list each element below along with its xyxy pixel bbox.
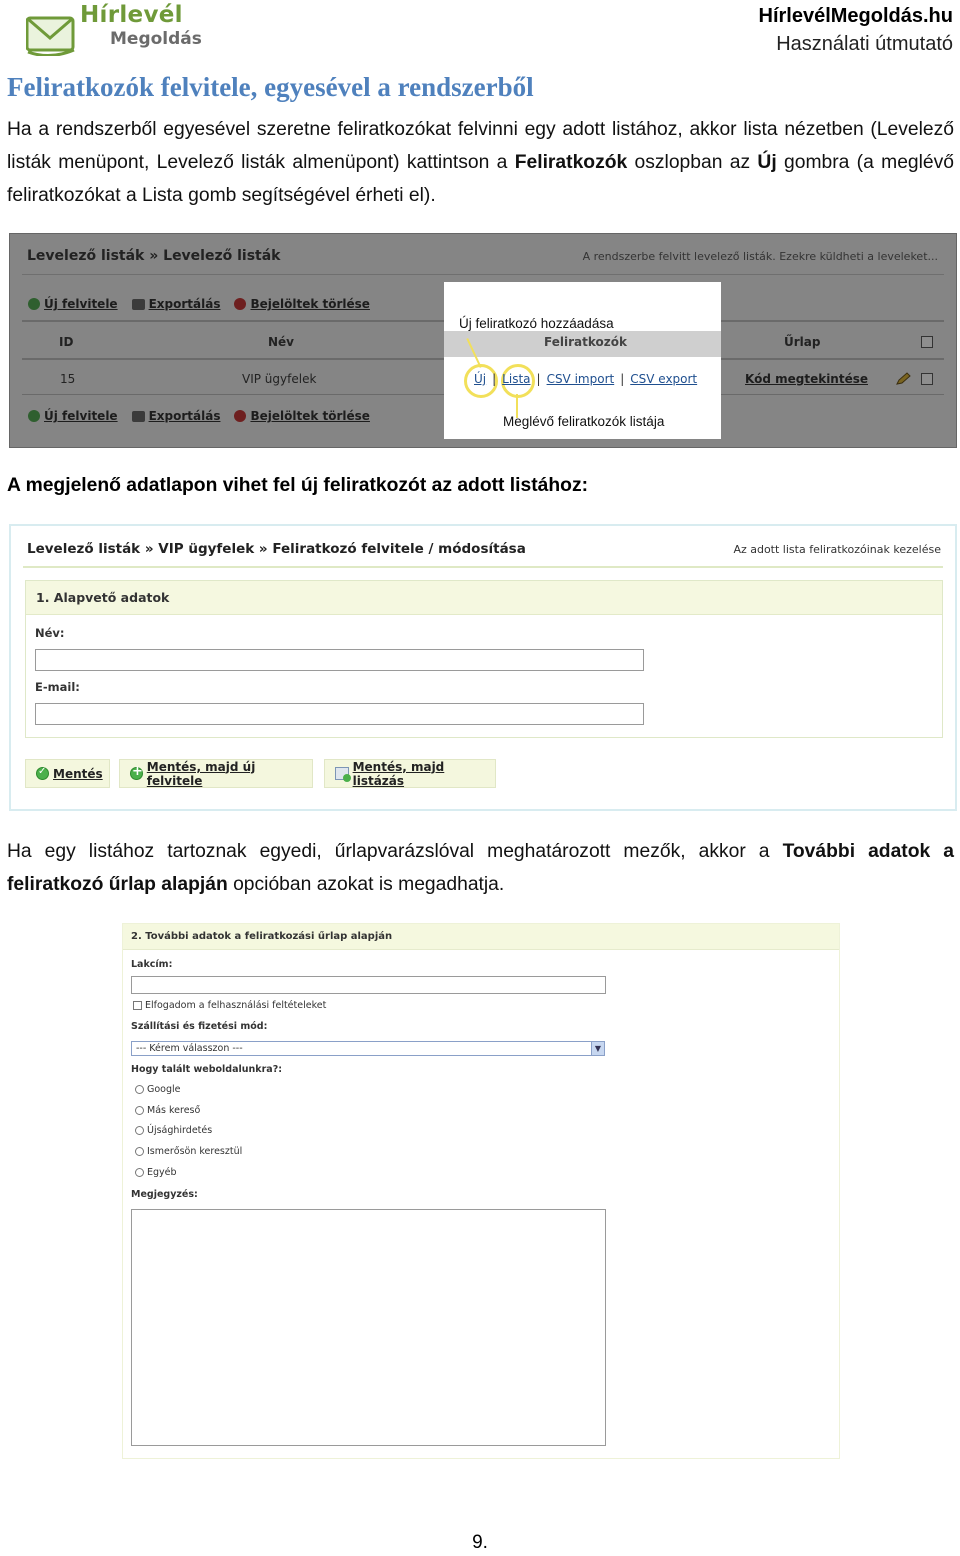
name-input[interactable]: [35, 649, 644, 671]
new-entry-button-bottom[interactable]: Új felvitele: [28, 409, 118, 423]
breadcrumb: Levelező listák » Levelező listák: [27, 248, 281, 264]
plus-icon: [28, 298, 40, 310]
save-and-list-button[interactable]: Mentés, majd listázás: [324, 759, 496, 788]
row-id: 15: [60, 372, 76, 386]
name-label: Név:: [35, 626, 65, 640]
shipping-select[interactable]: [131, 1041, 605, 1056]
email-label: E-mail:: [35, 680, 80, 694]
export-button-bottom[interactable]: Exportálás: [132, 409, 221, 423]
check-icon: [36, 767, 49, 780]
divider: [22, 274, 944, 275]
list-subscribers-link[interactable]: Lista: [502, 372, 531, 386]
delete-icon: [234, 298, 246, 310]
radio-icon[interactable]: [135, 1147, 144, 1156]
subscriber-form-screenshot: [9, 524, 957, 811]
extra-fields-screenshot: [122, 923, 840, 1459]
delete-selected-button[interactable]: Bejelöltek törlése: [234, 297, 369, 311]
delete-icon: [234, 410, 246, 422]
separator: |: [536, 372, 541, 386]
radio-icon[interactable]: [135, 1126, 144, 1135]
page-number: 9.: [472, 1532, 488, 1553]
address-input[interactable]: [131, 976, 606, 994]
export-button[interactable]: Exportálás: [132, 297, 221, 311]
toolbar-top: [28, 297, 370, 311]
logo-word-megoldas: Megoldás: [110, 29, 202, 49]
subscriber-links: [474, 372, 697, 386]
column-id: ID: [59, 335, 74, 349]
form-intro-paragraph: A megjelenő adatlapon vihet fel új feliratkozót az adott listához:: [7, 475, 589, 496]
section-title: 1. Alapvető adatok: [36, 590, 170, 605]
option-friend[interactable]: [135, 1146, 242, 1157]
header-site: HírlevélMegoldás.hu: [758, 5, 953, 27]
export-icon: [132, 299, 145, 310]
option-label: Ismerősön keresztül: [147, 1146, 243, 1157]
csv-import-link[interactable]: CSV import: [546, 372, 615, 386]
radio-icon[interactable]: [135, 1168, 144, 1177]
divider: [23, 566, 943, 568]
notes-textarea[interactable]: [131, 1209, 606, 1446]
separator: |: [620, 372, 625, 386]
select-all-checkbox[interactable]: [921, 336, 933, 348]
column-subscribers: Feliratkozók: [544, 335, 627, 349]
breadcrumb: Levelező listák » VIP ügyfelek » Feliratkozó felvitele / módosítása: [27, 541, 526, 557]
delete-selected-button-bottom[interactable]: Bejelöltek törlése: [234, 409, 369, 423]
export-icon: [132, 411, 145, 422]
save-and-new-button[interactable]: + Mentés, majd új felvitele: [119, 759, 313, 788]
logo-word-hirlevel: Hírlevél: [80, 2, 183, 28]
radio-icon[interactable]: [135, 1085, 144, 1094]
section-title: 2. További adatok a feliratkozási űrlap alapján: [131, 931, 393, 942]
basic-data-section: [25, 580, 943, 738]
radio-icon[interactable]: [135, 1106, 144, 1115]
separator: |: [492, 372, 497, 386]
list-icon: [335, 767, 349, 780]
page-title: Feliratkozók felvitele, egyesével a rendszerből: [7, 72, 534, 102]
csv-export-link[interactable]: CSV export: [630, 372, 698, 386]
intro-paragraph: Ha a rendszerből egyesével szeretne feliratkozókat felvinni egy adott listához, akkor lista nézetben (Levelező listák menüpont, Levelező listák almenüpont) kattintson a Feliratkozók oszlopban az Új gombra (a meglévő feliratkozókat a Lista gomb segítségével érheti el).: [7, 119, 955, 206]
view-code-link[interactable]: Kód megtekintése: [745, 372, 868, 386]
new-entry-button[interactable]: Új felvitele: [28, 297, 118, 311]
option-google[interactable]: [135, 1084, 181, 1095]
email-input[interactable]: [35, 703, 644, 725]
column-form: Űrlap: [784, 335, 821, 349]
terms-checkbox[interactable]: [133, 1001, 142, 1010]
option-label: Google: [147, 1084, 181, 1095]
envelope-logo-icon: [26, 10, 76, 56]
header-subtitle: Használati útmutató: [776, 33, 953, 55]
address-label: Lakcím:: [131, 959, 173, 970]
shipping-label: Szállítási és fizetési mód:: [131, 1021, 268, 1032]
new-subscriber-link[interactable]: Új: [474, 372, 487, 386]
page-description: A rendszerbe felvitt levelező listák. Ezekre küldheti a leveleket...: [582, 250, 938, 263]
save-button[interactable]: ✓ Mentés: [25, 759, 110, 788]
subscribers-highlight: [444, 282, 721, 439]
page-description: Az adott lista feliratkozóinak kezelése: [733, 543, 941, 556]
row-name: VIP ügyfelek: [242, 372, 317, 386]
notes-label: Megjegyzés:: [131, 1189, 198, 1200]
plus-icon: [130, 767, 143, 780]
terms-row: [133, 1000, 326, 1011]
callout-existing-subscribers: Meglévő feliratkozók listája: [503, 414, 665, 429]
toolbar-bottom: [28, 409, 370, 423]
custom-fields-paragraph: Ha egy listához tartoznak egyedi, űrlapvarázslóval meghatározott mezők, akkor a További adatok a feliratkozó űrlap alapján opcióban azokat is megadhatja.: [7, 841, 954, 895]
mailing-lists-screenshot: [9, 233, 957, 448]
option-other[interactable]: [135, 1167, 177, 1178]
option-newspaper[interactable]: [135, 1125, 212, 1136]
chevron-down-icon[interactable]: ▼: [591, 1042, 604, 1055]
option-label: Újsághirdetés: [147, 1125, 213, 1136]
pencil-icon[interactable]: [895, 372, 911, 386]
option-label: Egyéb: [147, 1167, 177, 1178]
plus-icon: [28, 410, 40, 422]
option-other-search[interactable]: [135, 1105, 200, 1116]
callout-new-subscriber: Új feliratkozó hozzáadása: [459, 316, 614, 331]
source-label: Hogy talált weboldalunkra?:: [131, 1064, 283, 1075]
shipping-select-value: --- Kérem válasszon ---: [136, 1043, 243, 1054]
row-checkbox[interactable]: [921, 373, 933, 385]
option-label: Más kereső: [147, 1105, 201, 1116]
column-name: Név: [268, 335, 295, 349]
terms-label: Elfogadom a felhasználási feltételeket: [145, 1000, 327, 1011]
